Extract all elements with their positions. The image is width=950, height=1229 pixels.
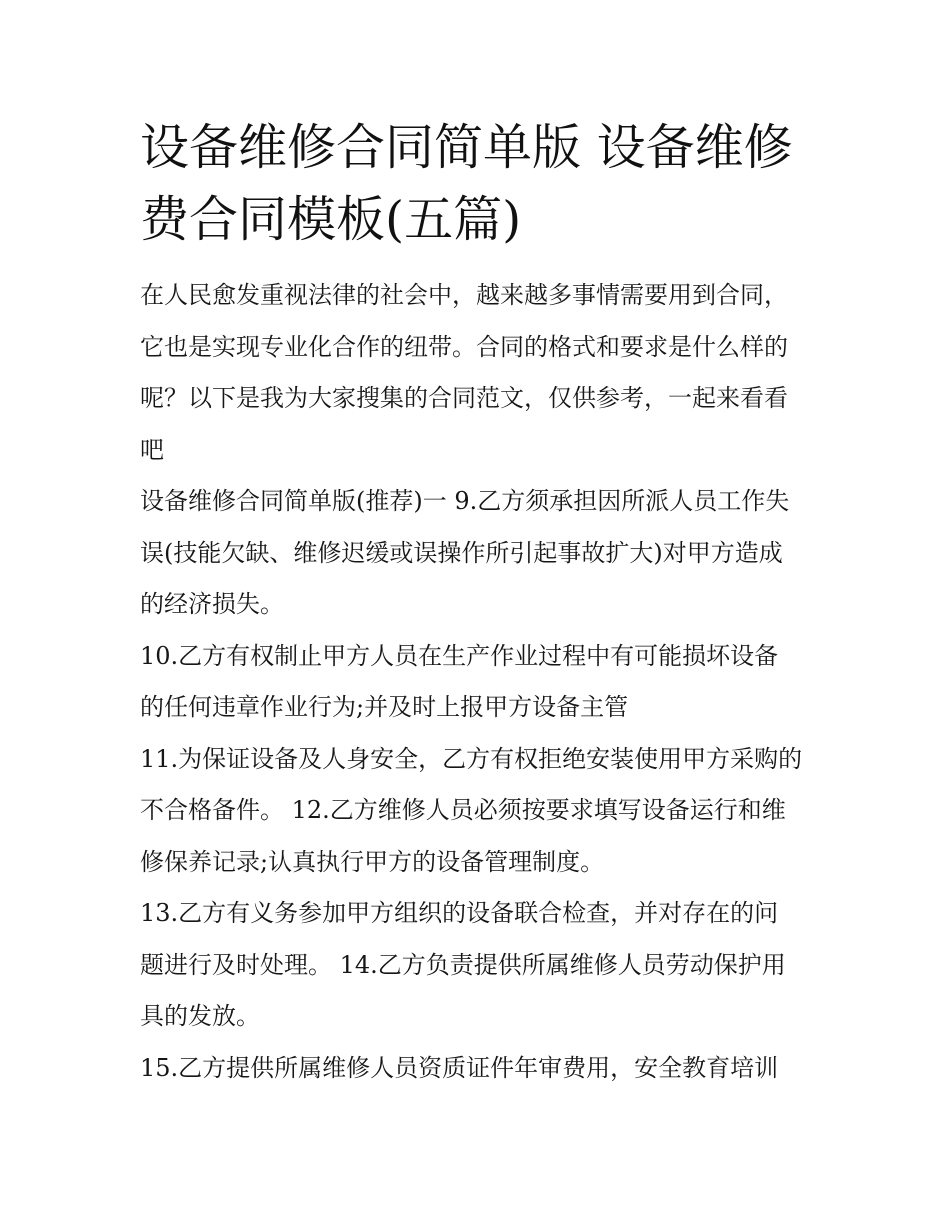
text-line: 具的发放。 [140, 1002, 260, 1030]
text-line: 15.乙方提供所属维修人员资质证件年审费用，安全教育培训 [140, 1053, 779, 1082]
clause-10-paragraph [140, 631, 820, 734]
clause-9-paragraph [140, 476, 820, 631]
paragraph-list [140, 270, 820, 1094]
text-line: 11.为保证设备及人身安全，乙方有权拒绝安装使用甲方采购的 [140, 744, 803, 773]
text-line: 它也是实现专业化合作的纽带。合同的格式和要求是什么样的 [140, 332, 788, 361]
document-title [140, 112, 820, 256]
text-line: 不合格备件。 12.乙方维修人员必须按要求填写设备运行和维 [140, 796, 786, 824]
text-line: 在人民愈发重视法律的社会中，越来越多事情需要用到合同， [140, 281, 788, 309]
text-line: 题进行及时处理。 14.乙方负责提供所属维修人员劳动保护用 [140, 950, 786, 979]
clause-15-paragraph [140, 1043, 820, 1095]
text-line: 10.乙方有权制止甲方人员在生产作业过程中有可能损坏设备 [140, 641, 779, 670]
intro-paragraph [140, 270, 820, 476]
text-line: 吧 [140, 435, 164, 464]
clause-11-12-paragraph [140, 734, 820, 889]
text-line: 设备维修合同简单版(推荐)一 9.乙方须承担因所派人员工作失 [140, 487, 790, 515]
document-body [140, 112, 820, 1094]
text-line: 的经济损失。 [140, 590, 284, 618]
text-line: 13.乙方有义务参加甲方组织的设备联合检查，并对存在的问 [140, 899, 779, 927]
text-line: 的任何违章作业行为;并及时上报甲方设备主管 [140, 693, 629, 721]
text-line: 呢？以下是我为大家搜集的合同范文，仅供参考，一起来看看 [140, 384, 788, 412]
text-line: 修保养记录;认真执行甲方的设备管理制度。 [140, 847, 605, 876]
title-line: 设备维修合同简单版 设备维修 [140, 119, 793, 176]
text-line: 误(技能欠缺、维修迟缓或误操作所引起事故扩大)对甲方造成 [140, 538, 783, 567]
title-line: 费合同模板(五篇) [140, 191, 522, 248]
clause-13-14-paragraph [140, 888, 820, 1043]
